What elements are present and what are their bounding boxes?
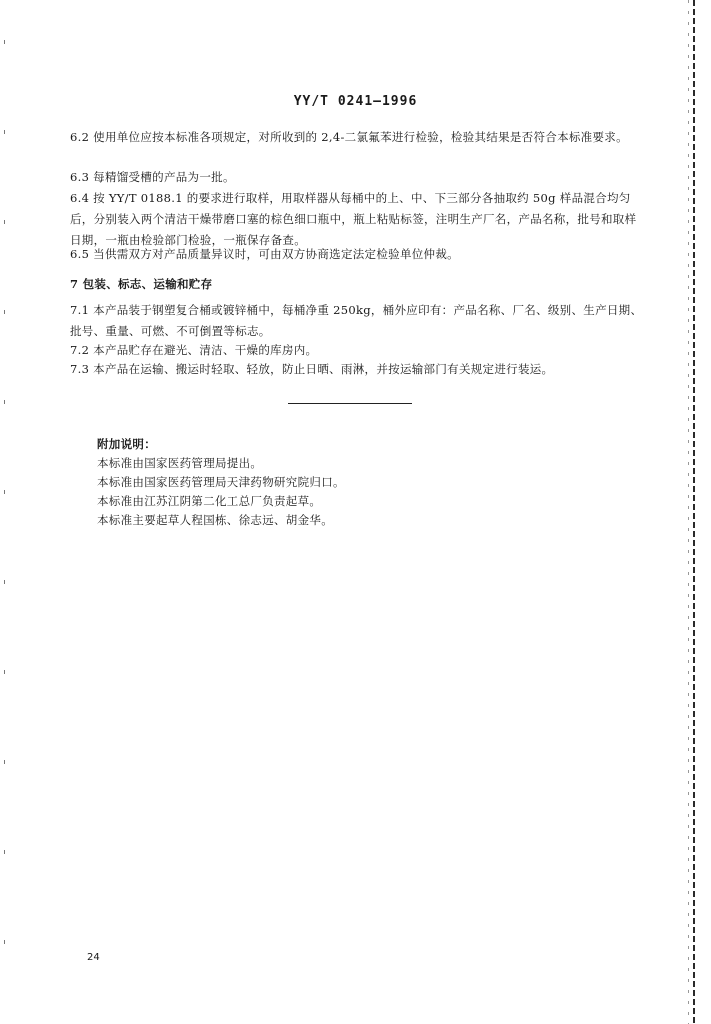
note-line: 本标准由国家医药管理局提出。 bbox=[97, 456, 263, 470]
clause-6-4: 6.4 按 YY/T 0188.1 的要求进行取样，用取样器从每桶中的上、中、下三部分各抽取约 50g 样品混合均匀后，分别装入两个清洁干燥带磨口塞的棕色细口瓶中，瓶上粘贴标签，注明生产厂名，产品名称，批号和取样日期，一瓶由检验部门检验，一瓶保存备查。 bbox=[70, 191, 637, 247]
note-line: 本标准主要起草人程国栋、徐志远、胡金华。 bbox=[97, 513, 333, 527]
clause-7-3: 7.3 本产品在运输、搬运时轻取、轻放，防止日晒、雨淋，并按运输部门有关规定进行装运。 bbox=[70, 362, 554, 376]
note-line: 本标准由江苏江阴第二化工总厂负责起草。 bbox=[97, 494, 322, 508]
section-7-title: 7 包装、标志、运输和贮存 bbox=[70, 277, 213, 291]
scan-left-edge bbox=[4, 0, 5, 1024]
standard-code-header: YY/T 0241—1996 bbox=[293, 94, 418, 109]
clause-6-5: 6.5 当供需双方对产品质量异议时，可由双方协商选定法定检验单位仲裁。 bbox=[70, 247, 459, 261]
scan-edge-mark bbox=[693, 0, 695, 1024]
scan-edge-mark-secondary bbox=[688, 0, 689, 1024]
note-line: 本标准由国家医药管理局天津药物研究院归口。 bbox=[97, 475, 345, 489]
clause-6-3: 6.3 每精馏受槽的产品为一批。 bbox=[70, 170, 235, 184]
end-of-text-rule bbox=[288, 403, 412, 404]
clause-6-2: 6.2 使用单位应按本标准各项规定，对所收到的 2,4-二氯氟苯进行检验，检验其结果是否符合本标准要求。 bbox=[70, 130, 628, 144]
page-number: 24 bbox=[87, 952, 100, 963]
clause-7-2: 7.2 本产品贮存在避光、清洁、干燥的库房内。 bbox=[70, 343, 318, 357]
additional-notes-title: 附加说明： bbox=[97, 437, 156, 451]
clause-7-1: 7.1 本产品装于钢塑复合桶或镀锌桶中，每桶净重 250kg，桶外应印有：产品名称、厂名、级别、生产日期、批号、重量、可燃、不可倒置等标志。 bbox=[70, 303, 643, 338]
